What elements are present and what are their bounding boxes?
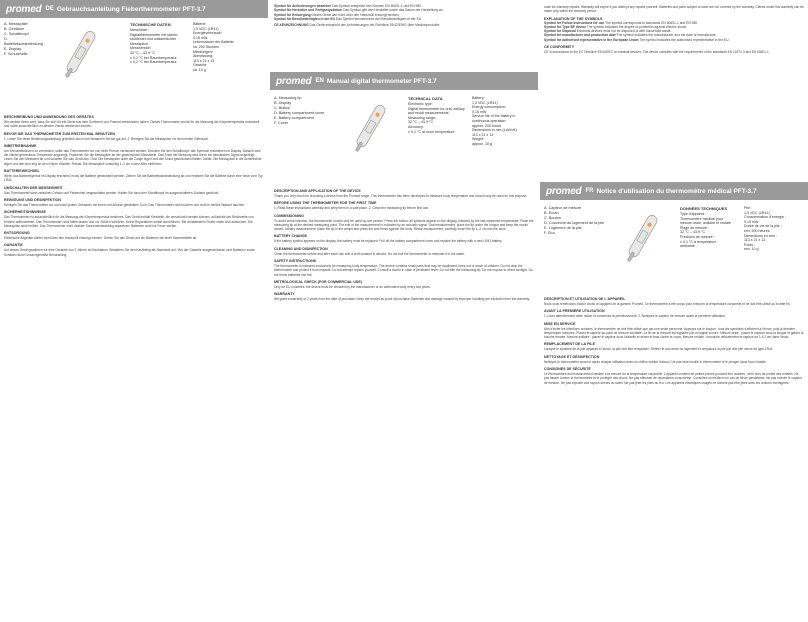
symbol-text: Symbol für Anforderungen beachten Das Symbol entspricht den Normen EN 60601-1 und EN 980. <box>274 4 422 8</box>
section-heading: BEFORE USING THE THERMOMETER FOR THE FIRST TIME <box>274 201 377 206</box>
french-specs-left: Type d'appareil : Thermomètre médical pour mesure orale, axillaire et rectale Plage de mesure : 32 °C – 43,9 °C Précision de mesure : ± 0,1 °C à température ambiante <box>680 212 731 249</box>
section-heading: METROLOGICAL CHECK (FOR COMMERCIAL USE) <box>274 279 362 284</box>
german-body <box>4 112 264 257</box>
english-specs-left: Electronic type: Digital thermometer for oral, axillary and rectal measurements Measuring range: 32 °C – 43,9 °C Accuracy: ± 0,1 °C at room temperature <box>408 102 465 134</box>
text-block: Le thermomètre est exclusivement destiné à la mesure de la température corporelle. L'appareil contient de petites pièces pouvant être avalées ; tenir hors de portée des enfants. Ne pas laisser tomber le thermomètre et le protéger des chocs. Ne pas effectuer de réparations vous-même. Consultez un médecin en cas de fièvre persistante. Ne pas mordre le capteur de mesure. Ne pas exposer aux rayons directs du soleil. Ne pas jeter les piles au feu. Les appareils électriques usagés ne doivent pas être jetés avec les ordures ménagères. <box>544 372 803 385</box>
symbol-heading: Symbol für Bevollmächtigten in der EU <box>274 16 336 21</box>
text-block: If the battery symbol appears on the display, the battery must be replaced. Pull off the battery compartment cover and replace the battery with a new LR41 battery. <box>274 239 503 244</box>
text-block: Only for EU countries: the device must be checked by the manufacturer or an authorised body every two years. <box>274 284 431 289</box>
brand-logo: promed <box>276 75 312 87</box>
section-heading: SAFETY INSTRUCTIONS <box>274 259 317 264</box>
symbol-heading: Symbol für Anforderungen beachten <box>274 4 332 8</box>
text-block: Das Thermometer ist ausschließlich für die Messung der Körpertemperatur bestimmt. Das Gerät enthält Kleinteile, die verschluckt werden können; außerhalb der Reichweite von Kindern aufbewahren. Das Thermometer nicht fallen lassen und vor Stößen schützen. Keine Reparaturen selbst durchführen. Bei anhaltendem Fieber einen Arzt aufsuchen. Die Messspitze nicht beißen. Das Thermometer nicht direkter Sonneneinstrahlung aussetzen. Batterien nicht ins Feuer werfen. <box>4 215 254 228</box>
section-heading: AVANT LA PREMIÈRE UTILISATION <box>544 309 605 314</box>
german-specs-title: TECHNISCHE DATEN <box>130 22 171 27</box>
french-part-labels: A. Capteur de mesure B. Écran C. Bouton D. Couvercle du logement de la pile E. Logement de la pile F. Etui <box>544 206 605 235</box>
french-specs-right: Pile : 1,5 VDC (LR41) Consommation d'énergie : 0,15 mW Durée de vie de la pile : env. 200 heures Dimensions en mm : 113 x 21 x 13 Poids : env. 10 g <box>744 206 786 252</box>
symbol-heading: Symbol for authorised representative in the European Union <box>544 37 639 42</box>
symbol-text: Symbol for Type BF device The symbol indicates the degree of protection against electric shock. <box>544 24 687 29</box>
brand-logo: promed <box>6 3 42 15</box>
english-part-labels: A. Measuring tip B. Display C. Button D. Battery compartment cover E. Battery compartment F. Cover <box>274 96 325 125</box>
english-specs-right: Battery: 1,5 VDC (LR41) Energy consumption: 0,15 mW Service life of the battery in continuous operation: approx. 200 hours Dimensions in mm (LxWxH): 113 x 21 x 13 Weight: approx. 10 g <box>472 96 518 146</box>
section-heading: BEVOR SIE DAS THERMOMETER ZUM ERSTEN MAL BENUTZEN <box>4 131 115 136</box>
section-heading: ENTSORGUNG <box>4 231 30 236</box>
symbol-text: Symbol for authorised representative in the European Union The symbol indicates the authorised representative in the EU. <box>544 37 730 42</box>
english-body <box>274 186 534 302</box>
french-header <box>540 182 808 200</box>
symbol-text: Symbol für Entsorgung Dieses Gerät darf nicht über den Hausmüll entsorgt werden. <box>274 12 400 17</box>
thermometer-illustration <box>340 96 402 156</box>
english-specs-title: TECHNICAL DATA <box>408 96 443 101</box>
french-body <box>544 294 804 385</box>
german-specs-left: Messfühler: Digitalthermometer mit starrer, stoßfester und wasserdichter Messspitze Messbereich: 32 °C – 43,9 °C ± 0,1 °C bei Raumtemperatur ± 0,2 °C bei Raumtemperatur <box>130 28 179 65</box>
german-section <box>0 0 268 622</box>
german-header <box>0 0 268 18</box>
german-symbols <box>270 0 538 64</box>
section-heading: COMMISSIONING <box>274 213 304 218</box>
text-block: Afin d'éviter les infections croisées, le thermomètre ne doit être utilisé que par une seule personne. Appuyez sur le bouton ; tous les symboles s'affichent à l'écran, puis la dernière température mesurée. Placez le capteur au point de mesure souhaité. La fin de la mesure est signalée par un signal sonore. Mesure orale : placer le capteur sous la langue et garder la bouche fermée. Mesure axillaire : placer le capteur sous l'aisselle et serrer le bras contre le corps. Mesure rectale : introduire délicatement le capteur de 1 à 2 cm dans l'anus. <box>544 326 804 340</box>
symbol-text: Symbol for Disposal Electrical devices must not be disposed of with household waste. <box>544 29 672 34</box>
section-heading: WARRANTY <box>274 292 295 297</box>
section-heading: SICHERHEITSHINWEISE <box>4 210 46 215</box>
language-tag: EN <box>315 78 324 84</box>
text-block: 1. Read these instructions carefully and keep them in a safe place. 2. Clean the measuring tip before first use. <box>274 206 429 211</box>
german-specs-right: Batterie: 1,5 VDC (LR41) Energieverbrauch: 0,15 mW Lebensdauer der Batterie: ca. 200 Stunden Messungen/ Abmessung: 113 x 21 x 13 Gewicht: ca. 10 g <box>193 22 235 72</box>
text-block: Elektrische Altgeräte dürfen nicht über den Hausmüll entsorgt werden. Geben Sie das Gerät und die Batterien bei einer Sammelstelle ab. <box>4 236 198 241</box>
thermometer-illustration <box>50 22 112 82</box>
text-block: code for warranty repairs. Warranty will expire if you attempt any repairs yourself. Batteries and parts subject to wear are not covered by the warranty. Claims under this warranty can be made only within the warranty period. <box>544 5 804 14</box>
german-part-labels: A. Messspitze B. Gehäuse C. Schaltknopf D. Batteriefachabdeckung E. Display F. Schutzhülle <box>4 22 43 56</box>
symbol-heading: Symbol für Entsorgung <box>274 12 311 17</box>
brand-logo: promed <box>546 185 582 197</box>
section-heading: NETTOYAGE ET DÉSINFECTION <box>544 354 600 359</box>
text-block: Um Kreuzinfektionen zu vermeiden, sollte das Thermometer nur von einer Person verwendet werden. Drücken Sie den Schaltknopf; alle Symbole erscheinen im Display. Danach wird die zuletzt gemessene Temperatur angezeigt. Platzieren Sie die Messspitze an der gewünschten Messstelle. Das Ende der Messung wird durch ein akustisches Signal angezeigt. Lesen Sie den Messwert ab und schalten Sie das Gerät aus. Oral: Die Messspitze unter die Zunge legen und den Mund geschlossen halten. Axillar: Die Messspitze in die Achselhöhle legen und den Arm eng an den Körper drücken. Rektal: Die Messspitze vorsichtig 1–2 cm in den After einführen. <box>4 148 262 166</box>
text-block: Lorsque le symbole de la pile apparaît à l'écran, la pile doit être remplacée. Retirez le couvercle du logement et remplacez la pile par une pile neuve de type LR41. <box>544 347 774 352</box>
text-block: Wir danken Ihnen sehr, dass Sie sich für ein Gerät aus dem Sortiment von Promed entschieden haben. Dieses Thermometer wurde für die Messung der Körpertemperatur entwickelt und sollte ausschließlich zu diesem Zweck verwendet werden. <box>4 120 260 129</box>
language-tag: FR <box>585 188 594 194</box>
text-block: Thank you very much for choosing a device from the Promed range. This thermometer has been developed to measure body temperature and should only be used for this purpose. <box>274 194 528 198</box>
section-heading: GARANTIE <box>4 243 23 248</box>
section-heading: DESCRIPTION ET UTILISATION DE L'APPAREIL <box>544 297 626 301</box>
text-block: We grant a warranty of 2 years from the date of purchase. Keep the receipt as proof of purchase. Batteries and damage caused by improper handling are excluded from the warranty. <box>274 297 530 302</box>
symbol-text: Symbol for Follow instructions for use The symbol corresponds to standards EN 60601-1 and EN 980. <box>544 20 699 25</box>
text-block: Nous vous remercions d'avoir choisi un appareil de la gamme Promed. Ce thermomètre a été conçu pour mesurer la température corporelle et ne doit être utilisé qu'à cette fin. <box>544 302 791 306</box>
text-block: 1. Lisez attentivement cette notice et conservez-la précieusement. 2. Nettoyez le capteur de mesure avant la première utilisation. <box>544 314 726 319</box>
text-block: Reinigen Sie das Thermometer vor und nach jedem Gebrauch mit einem mit Alkohol getränkten Tuch. Das Thermometer nicht kochen und nicht in heißes Wasser tauchen. <box>4 202 246 207</box>
text-block: Auf dieses Gerät gewähren wir eine Garantie von 2 Jahren ab Kaufdatum. Bewahren Sie den Kaufbeleg als Nachweis auf. Von der Garantie ausgeschlossen sind Batterien sowie Schäden durch unsachgemäße Behandlung. <box>4 248 255 257</box>
section-heading: MISE EN SERVICE <box>544 321 576 326</box>
section-heading: REMPLACEMENT DE LA PILE <box>544 342 595 347</box>
section-heading: BATTERY CHANGE <box>274 234 308 239</box>
french-section <box>540 0 808 622</box>
symbol-text: Symbol für Hersteller und Fertigungsdatum Das Symbol gibt den Hersteller sowie das Datum der Herstellung an. <box>274 8 444 13</box>
section-heading: INBETRIEBNAHME <box>4 143 37 148</box>
symbol-heading: Symbol for Disposal <box>544 29 576 34</box>
english-header <box>270 72 538 90</box>
english-section <box>270 0 538 622</box>
french-title: Notice d'utilisation du thermomètre médical PFT-3.7 <box>596 187 757 195</box>
symbol-heading: Symbol für Hersteller und Fertigungsdatum <box>274 8 343 13</box>
text-block: Wenn das Batteriesymbol im Display erscheint, muss die Batterie gewechselt werden. Ziehen Sie die Batteriefachabdeckung ab und ersetzen Sie die Batterie durch eine neue vom Typ LR41. <box>4 174 263 183</box>
text-block: Das Thermometer kann zwischen Celsius und Fahrenheit umgeschaltet werden. Halten Sie dazu den Schaltknopf im ausgeschalteten Zustand gedrückt. <box>4 190 220 195</box>
section-heading: CLEANING AND DISINFECTION <box>274 246 328 251</box>
german-title: Gebrauchsanleitung Fieberthermometer PFT-3.7 <box>56 5 206 13</box>
text-block: CE in accordance to the EC Directive 93/42/EEC on medical devices. The device complies with the requirements of the standards EN 12470-3 and EN 60601-1. <box>544 50 770 55</box>
symbol-heading: CE-KENNZEICHNUNG <box>274 23 309 28</box>
thermometer-illustration <box>612 206 674 266</box>
section-heading: BESCHREIBUNG UND ANWENDUNG DES GERÄTES <box>4 115 94 119</box>
section-heading: EXPLANATION OF THE SYMBOLS <box>544 16 603 21</box>
text-block: Clean the thermometer before and after each use with a cloth soaked in alcohol. Do not boil the thermometer or immerse it in hot water. <box>274 251 465 256</box>
english-title: Manual digital thermometer PFT-3.7 <box>326 77 437 85</box>
section-heading: CONSIGNES DE SÉCURITÉ <box>544 367 591 372</box>
section-heading: UMSCHALTEN DER MESSEINHEIT <box>4 185 63 190</box>
symbol-heading: Symbol for manufacturer and production date <box>544 33 616 38</box>
french-specs-title: DONNÉES TECHNIQUES <box>680 206 728 211</box>
text-block: 1. Lesen Sie diese Bedienungsanleitung gründlich durch und bewahren Sie sie gut auf. 2. Reinigen Sie die Messspitze vor dem ersten Gebrauch. <box>4 136 210 141</box>
text-block: To avoid cross-infection, the thermometer should only be used by one person. Press the button; all symbols appear on the display, followed by the last measured temperature. Place the measuring tip at the desired measuring point. The end of the measurement is indicated by an acoustic signal. Oral measurement: place the tip under the tongue and keep the mouth closed. Axillary measurement: place the tip in the armpit and press the arm firmly against the body. Rectal measurement: carefully insert the tip 1–2 cm into the anus. <box>274 218 534 232</box>
symbol-heading: Symbol for Follow instructions for use <box>544 20 605 25</box>
english-symbols <box>540 0 808 176</box>
symbol-heading: Symbol for Type BF device <box>544 24 587 29</box>
text-block: Nettoyez le thermomètre avant et après chaque utilisation avec un chiffon imbibé d'alcool. Ne pas faire bouillir le thermomètre ni le plonger dans l'eau chaude. <box>544 359 767 364</box>
section-heading: DESCRIPTION AND APPLICATION OF THE DEVICE <box>274 189 361 193</box>
symbol-text: Symbol für Bevollmächtigten in der EU Das Symbol kennzeichnet den Bevollmächtigten in der EU. <box>274 16 423 21</box>
symbol-text: CE-KENNZEICHNUNG Das Gerät entspricht den Anforderungen der Richtlinie 93/42/EWG über Medizinprodukte. <box>274 23 441 28</box>
section-heading: REINIGUNG UND DESINFEKTION <box>4 197 61 202</box>
section-heading: BATTERIEWECHSEL <box>4 169 40 174</box>
text-block: The thermometer is intended exclusively for measuring body temperature. The device contains small parts that may be swallowed; keep out of reach of children. Do not drop the thermometer and protect it from impacts. Do not attempt repairs yourself. Consult a doctor in case of persistent fever. Do not bite the measuring tip. Do not expose to direct sunlight. Do not throw batteries into fire. <box>274 264 533 277</box>
section-heading: CE CONFORMITY <box>544 45 575 50</box>
symbol-text: Symbol for manufacturer and production date The symbol indicates the manufacturer and the date of manufacture. <box>544 33 717 38</box>
language-tag: DE <box>45 6 54 12</box>
